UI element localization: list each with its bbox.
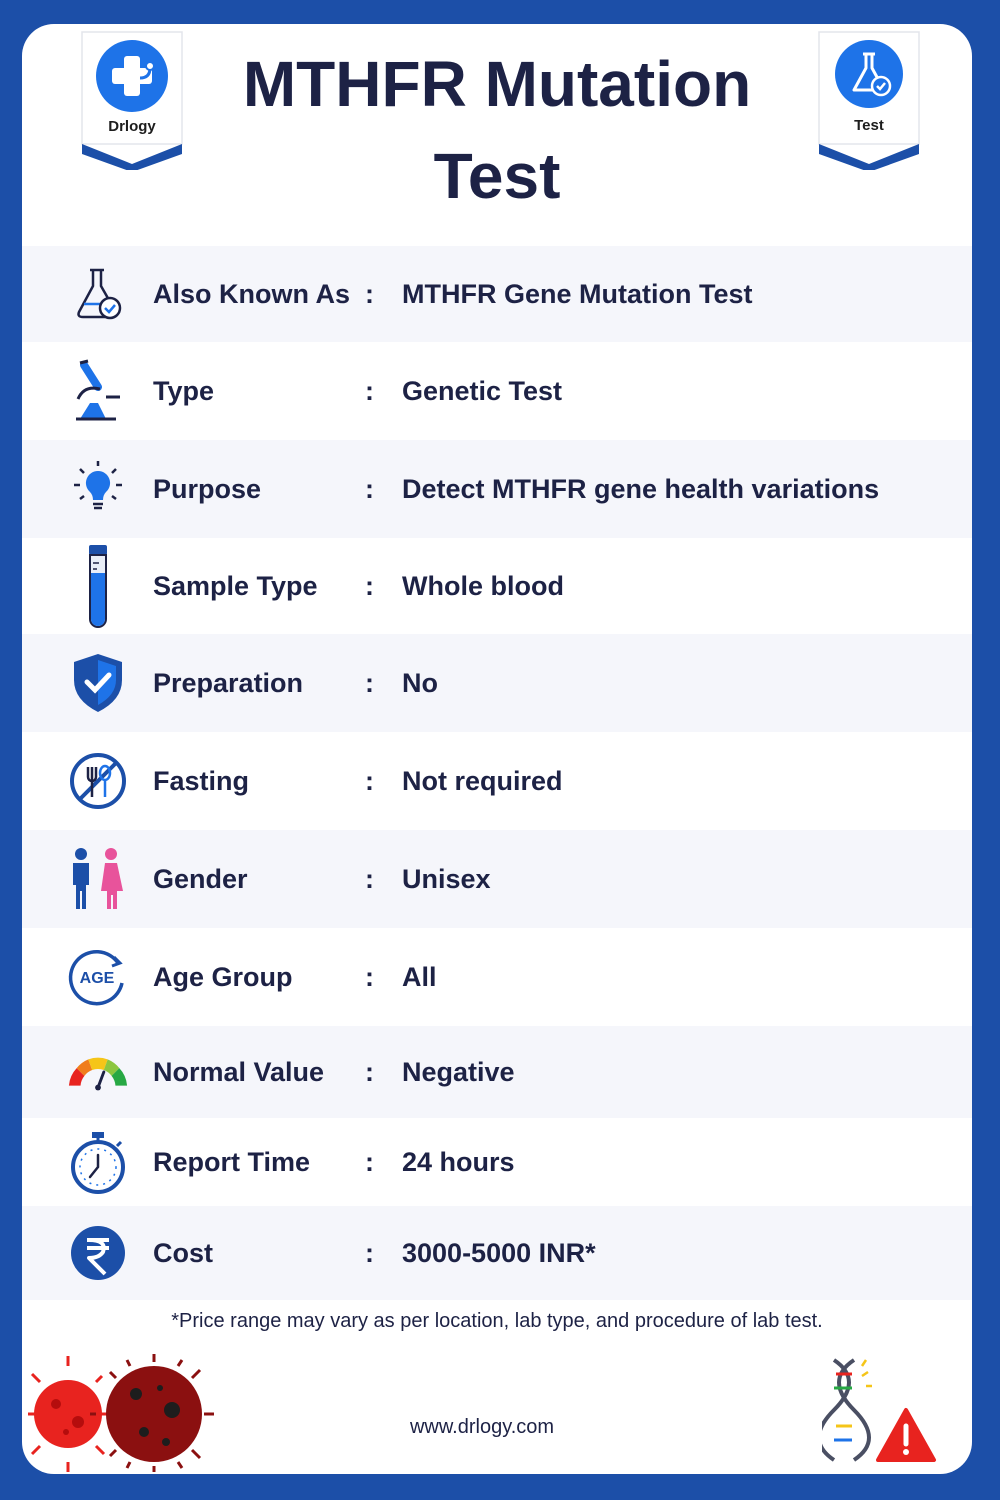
row-value: Unisex [402, 863, 491, 894]
row-label: Sample Type [153, 570, 318, 601]
row-purpose [22, 440, 972, 538]
male-female-icon [66, 847, 130, 911]
title-line-2: Test [433, 140, 561, 212]
test-badge [817, 30, 921, 170]
rupee-icon [66, 1221, 130, 1285]
row-colon: : [365, 765, 374, 796]
row-value: All [402, 961, 437, 992]
row-preparation [22, 634, 972, 732]
info-card [22, 24, 972, 1474]
row-label: Type [153, 375, 215, 406]
no-food-icon [66, 749, 130, 813]
row-label: Normal Value [153, 1056, 325, 1087]
test-tube-icon [66, 541, 130, 631]
row-cost [22, 1206, 972, 1300]
lightbulb-icon [66, 457, 130, 521]
row-value: Negative [402, 1056, 515, 1087]
title-line-1: MTHFR Mutation [242, 48, 752, 120]
row-gender [22, 830, 972, 928]
microscope-icon [66, 359, 130, 423]
flask-check-icon [845, 48, 895, 100]
age-icon [66, 945, 130, 1009]
row-value: 24 hours [402, 1146, 515, 1177]
test-badge-label: Test [854, 117, 884, 134]
stopwatch-icon [66, 1130, 130, 1194]
row-label: Purpose [153, 473, 262, 504]
row-label: Gender [153, 863, 248, 894]
row-colon: : [365, 473, 374, 504]
shield-check-icon [66, 651, 130, 715]
row-colon: : [365, 278, 374, 309]
flask-check-icon [66, 262, 130, 326]
row-value: Whole blood [402, 570, 564, 601]
row-fasting [22, 732, 972, 830]
row-value: MTHFR Gene Mutation Test [402, 278, 753, 309]
row-colon: : [365, 1237, 374, 1268]
row-value: Not required [402, 765, 563, 796]
row-label: Cost [153, 1237, 213, 1268]
row-value: Detect MTHFR gene health variations [402, 473, 880, 504]
row-colon: : [365, 1056, 374, 1087]
row-colon: : [365, 1146, 374, 1177]
age-icon-text: AGE [79, 970, 115, 987]
row-sample-type [22, 538, 972, 634]
row-value: 3000-5000 INR* [402, 1237, 596, 1268]
row-colon: : [365, 570, 374, 601]
row-label: Fasting [153, 765, 250, 796]
row-label: Report Time [153, 1146, 311, 1177]
drlogy-badge-label: Drlogy [108, 118, 156, 135]
row-label: Age Group [153, 961, 293, 992]
dna-warning-icon [822, 1354, 942, 1466]
row-colon: : [365, 375, 374, 406]
row-also-known-as [22, 246, 972, 342]
row-value: No [402, 667, 438, 698]
row-colon: : [365, 863, 374, 894]
gauge-icon [66, 1040, 130, 1104]
row-age-group [22, 928, 972, 1026]
row-type [22, 342, 972, 440]
website-link[interactable]: www.drlogy.com [409, 1416, 555, 1438]
row-normal-value [22, 1026, 972, 1118]
row-colon: : [365, 667, 374, 698]
virus-icon [26, 1354, 216, 1472]
price-footnote: *Price range may vary as per location, lab type, and procedure of lab test. [171, 1310, 823, 1332]
row-value: Genetic Test [402, 375, 563, 406]
row-label: Preparation [153, 667, 304, 698]
row-label: Also Known As [153, 278, 351, 309]
row-colon: : [365, 961, 374, 992]
row-report-time [22, 1118, 972, 1206]
info-rows [22, 246, 972, 1300]
